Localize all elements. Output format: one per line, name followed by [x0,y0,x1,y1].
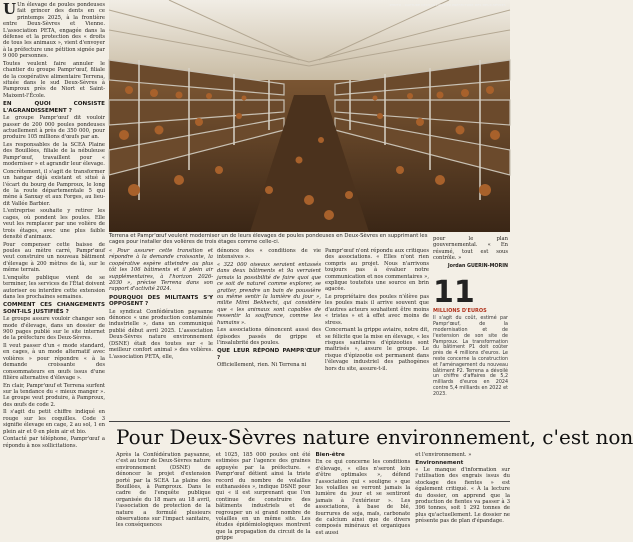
paragraph: pour le plan gouvernemental. « En résumé, tout est sous contrôle. » [433,236,508,262]
subheading-justification: COMMENT CES CHANGEMENTS SONT-ILS JUSTIFIÉS ? [3,302,105,315]
paragraph: Le propriétaire des poules n'élève pas les poules mais il arrive souvent que d'autres acteurs souhaitent être moins « tristes » et à effet avec moins de stress. [325,294,429,326]
key-figure-label: MILLIONS D'EUROS [433,308,487,315]
paragraph: Officiellement, rien. Ni Terrena ni [217,362,307,369]
paragraph: Il s'agit du petit chiffre indiqué en rouge sur les coquilles. Code 3 signifie élevage en cage, 2 au sol, 1 en plein air et 0 en plein air et bio. [3,409,105,435]
paragraph: En ce qui concerne les conditions d'élevage, « elles n'seront loin d'être optimales », défend l'association qui « souligne » que les volailles se verront jamais la lumière du jour et se sentiront jamais à l'extérieur ». Les associations, à base de blé, fourrures de soja, maïs, carbonate de calcium ainsi que de divers composés minéraux et organiques est aussi [315,459,411,536]
key-figure-text: Il s'agit du coût, estimé par Pampr'œuf, de la modernisation et de l'extension de son site de Pamproux. La transformation du bâtiment P1 doit coûter près de 4 millions d'euros. Le reste concerne la construction et l'aménagement du nouveau bâtiment P2. Terrena a dévoilé un chiffre d'affaires de 5,2 milliards d'euros en 2024 contre 5,4 milliards en 2022 et 2023. [433,316,508,397]
paragraph: dénonce des « conditions de vie intensives ». [217,248,321,261]
paragraph: Concernant la grippe aviaire, notre dit, se félicite que la mise en élevage, « les risques sanitaires d'épizooties sont maîtrisés », assure le groupe. Le risque d'épizootie est permanent dans l'élevage industriel des pathogènes hors du site, assure-t-il. [325,327,429,372]
mid-column-3 [325,248,429,448]
divider [109,421,510,422]
byline: Jordan GUERIN-MORIN [447,263,508,269]
paragraph: Pampr'œuf n'ont répondu aux critiques des associations. « Elles n'ont rien compris au projet. Nous n'arrivons toujours pas à évaluer notre communication et nos commentaires », explique toutefois une source en brin agacée. [325,248,429,293]
photo-caption: Terrena et Pampr'œuf veulent moderniser un de leurs élevages de poules pondeuses en Deux-Sèvres en supprimant les cages pour installer des volières de trois étages comme celle-ci. [109,233,428,246]
mid-column-2 [217,248,321,448]
secondary-headline: Pour Deux-Sèvres nature environnement, c'est non [116,425,633,449]
henhouse-photo [109,0,510,232]
bottom-columns [116,452,510,542]
quote-paragraph: « 322 000 oiseaux seraient entassés dans deux bâtiments et 9a verraient jamais la possibilité de faire quoi que ce soit de naturel comme explorer, se gratter, prendre un bain de poussière ou même sentir la lumière du jour », milite Mimi Bekhechi, qui considère que « les animaux sont capables de ressentir la souffrance, comme les humains ». [217,262,321,326]
paragraph: L'entreprise souhaite y retirer les cages, où pondent les poules. Elle veut les remplacer par une volière de trois étages, avec une plus faible densité d'animaux. [3,208,105,240]
paragraph: Toutes veulent faire annuler le chantier du groupe Pampr'œuf, filiale de la coopérative alimentaire Terrena, située dans le sud Deux-Sèvres à Pamproux près de Niort et Saint-Maixent-l'École. [3,60,105,99]
bottom-column-3 [315,452,411,536]
photo-credit: PHOTO : CAPTURE DÉCRAN DOSSIER PRÉFECTURE DES DEUX-SÈVRES [389,3,506,7]
subheading-reponse: QUE LEUR RÉPOND PAMPR'ŒUF ? [217,348,321,361]
paragraph: Le syndicat Confédération paysanne dénonce « une production contaminée industrielle », dans un communiqué publié début avril 2025. L'association Deux-Sèvres nature environnement (DSNE) était des toutes sur « le meilleur confort animal » des volières. L'association PETA, elle, [109,308,213,360]
paragraph: Les associations dénoncent aussi des épisodes passés de grippe et l'insalubrité des poules. [217,327,321,347]
right-column [433,236,510,426]
paragraph: Les responsables de la SCEA Plaine des Bouillées, filiale de la nébuleuse Pampr'œuf, travaillent pour « moderniser » et agrandir leur élevage. [3,141,105,168]
middle-columns [109,248,429,448]
bottom-column-1 [116,452,211,529]
paragraph: Concrètement, il s'agit de transformer un hangar déjà existant et situé à l'écart du bourg de Pamproux, le long de la route départementale 5 qui mène à Sanxay et aux Forges, au lieu-dit Vallée Barbier. [3,168,105,207]
paragraph: et 1025, 185 000 poules ont été estimées par l'agence des graines appuyée par la préfecture. « Pampr'œuf détient ainsi la triste record du nombre de volailles euthanasiées », indique DSNE pour qui « il est surprenant que l'on continue de construire des bâtiments industriels et de regrouper un si grand nombre de volailles en un même site. Les études épidémiologiques montrent que la propagation du circuit de la grippe [215,452,311,542]
aviary-illustration [109,0,510,232]
intro-paragraph [3,2,105,60]
subheading-agrandissement: EN QUOI CONSISTE L'AGRANDISSEMENT ? [3,101,105,114]
paragraph: Après la Confédération paysanne, c'est au tour de Deux-Sèvres nature environnement (DSNE) de dénoncer le projet d'extension porté par la SCEA La plaine des Bouillées, à Pamproux. Dans le cadre de l'enquête publique organisée du 18 mars au 18 avril, l'association de protection de la nature a formulé plusieurs observations sur l'impact sanitaire, les conséquences [116,452,211,529]
key-figure: 11 [433,275,475,311]
paragraph: L'enquête publique vient de se terminer, les services de l'État doivent autoriser ou interdire cette extension dans les prochaines semaines. [3,274,105,300]
left-article-column [0,0,108,510]
intro-text: Un élevage de poules pondeuses fait grincer des dents en ce printemps 2025, à la frontière entre Deux-Sèvres et Vienne. L'association PETA, engagée dans la défense et la protection des « droits de tous les animaux », vient d'envoyer à la préfecture une pétition signée par 9 000 personnes. [3,2,105,60]
subheading-militants: POURQUOI DES MILITANTS S'Y OPPOSENT ? [109,294,213,308]
subheading-bien-etre: Bien-être [315,452,345,458]
paragraph: et l'environnement. » [415,452,472,458]
drop-cap: U [3,0,17,18]
paragraph: Il veut passer d'un « mode standard, en cages, à un mode alternatif avec volières » pour répondre « à la demande croissante des consommateurs en œufs issus d'une filière alternative d'élevage ». [3,343,105,382]
paragraph: Contacté par téléphone, Pampr'œuf a répondu à nos sollicitations. [3,436,105,449]
paragraph: Le groupe Pampr'œuf dit vouloir passer de 200 000 poules pondeuses actuellement à près de 350 000, pour produire 105 millions d'œufs par an. [3,115,105,141]
quote-paragraph: « Pour assurer cette transition et répondre à la demande croissante, la coopérative espère atteindre au plus tôt les 106 bâtiments et il plein air supplémentaires, à l'horizon 2026-2030 », précise Terrena dans son rapport d'activité 2024. [109,248,213,293]
paragraph: Pour compenser cette baisse de poules au mètre carré, Pampr'œuf veut construire un nouveau bâtiment d'élevage à 200 mètres de là, sur le même terrain. [3,241,105,274]
bottom-column-4 [415,452,510,525]
paragraph: Le groupe assure vouloir changer son mode d'élevage, dans un dossier de 900 pages publié sur le site internet de la préfecture des Deux-Sèvres. [3,316,105,342]
paragraph: En clair, Pampr'œuf et Terrena surfent sur la tendance du « mieux manger ». Le groupe veut produire, à Pamproux, des œufs de code 2. [3,382,105,408]
mid-column-1 [109,248,213,448]
subheading-environnement: Environnement [415,459,464,466]
bottom-column-2 [215,452,311,542]
paragraph: « Le manque d'information sur l'utilisation des engrais issus du stockage des fientes » est également critiqué. « À la lecture du dossier, on apprend que la production de fientes va passer à 3 396 tonnes, soit 1 292 tonnes de plus qu'actuellement. Le dossier ne présente pas de plan d'épandage. [415,467,510,525]
